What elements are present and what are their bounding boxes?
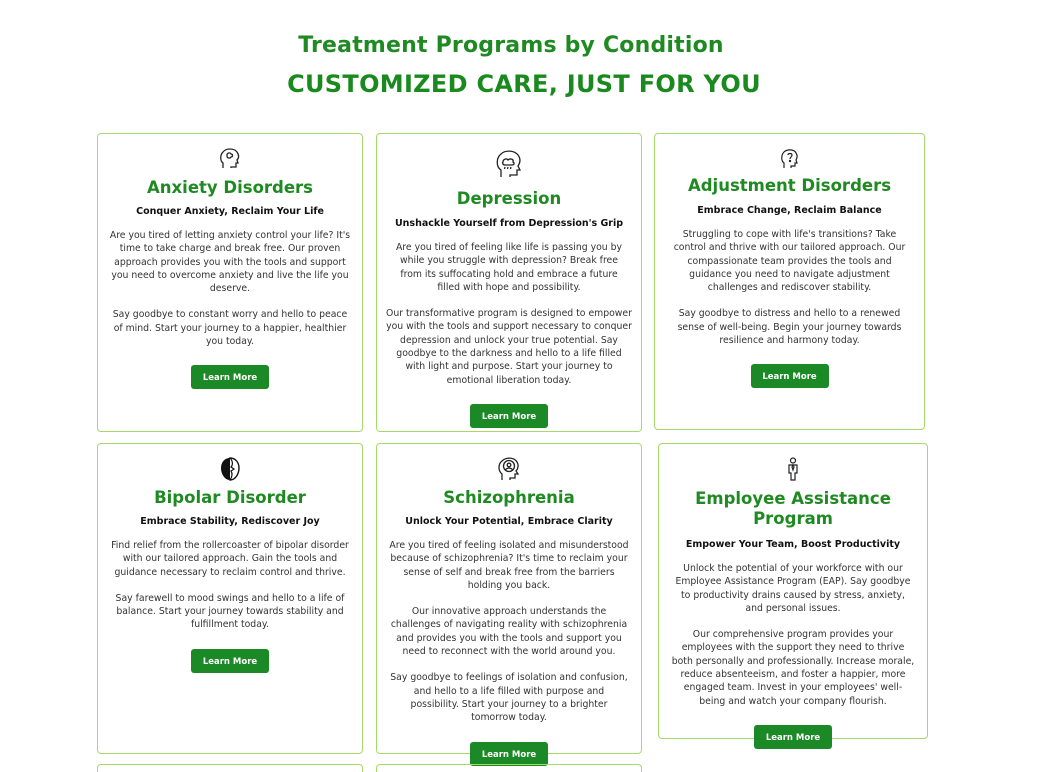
card-paragraph: Say goodbye to distress and hello to a renewed sense of well-being. Begin your journey towards resilience and harmony today. (677, 308, 902, 347)
card-title: Bipolar Disorder (154, 488, 306, 507)
card-paragraph: Find relief from the rollercoaster of bipolar disorder with our tailored approach. Gain the tools and guidance necessary to reclaim control and thrive. (111, 540, 349, 578)
learn-more-button[interactable]: Learn More (191, 649, 269, 673)
section-title: Treatment Programs by Condition (298, 33, 724, 58)
program-card-bipolar (97, 443, 363, 754)
card-title: Adjustment Disorders (687, 176, 892, 195)
learn-more-button[interactable]: Learn More (751, 364, 829, 388)
card-paragraph: Our innovative approach understands the challenges of navigating reality with schizophrenia and provides you with the tools and support you need to reconnect with the world around you. (390, 606, 628, 658)
card-tagline: Embrace Stability, Rediscover Joy (140, 516, 320, 527)
program-card-anxiety (97, 133, 363, 432)
employee-icon (659, 457, 927, 481)
card-paragraph: Our comprehensive program provides your employees with the support they need to thrive both personally and professionally. Increase morale, reduce absenteeism, and foster a happier, more engaged team. Invest in your employees' well-being and watch your company flourish. (671, 629, 915, 707)
head-question-icon (655, 148, 924, 170)
split-face-icon (98, 456, 362, 482)
card-paragraph: Say goodbye to feelings of isolation and confusion, and hello to a life filled with purpose and possibility. Start your journey to a brighter tomorrow today. (390, 672, 628, 724)
card-paragraph: Struggling to cope with life's transitions? Take control and thrive with our tailored approach. Our compassionate team provides the tools and guidance you need to navigate adjustment challenges and rediscover stability. (673, 229, 906, 294)
program-card-schizophrenia (376, 443, 642, 760)
program-card-depression (376, 133, 642, 432)
card-paragraph: Our transformative program is designed to empower you with the tools and support necessary to conquer depression and unlock your true potential. Say goodbye to the darkness and hello to a life filled with light and purpose. Start your journey to emotional liberation today. (386, 308, 632, 386)
card-tagline: Unlock Your Potential, Embrace Clarity (405, 516, 613, 527)
program-card-partial (97, 764, 363, 772)
card-title: Depression (456, 189, 562, 208)
card-tagline: Conquer Anxiety, Reclaim Your Life (136, 206, 324, 217)
card-paragraph: Are you tired of feeling like life is passing you by while you struggle with depression? Break free from its suffocating hold and embrace a future filled with hope and possibility. (395, 242, 623, 293)
learn-more-button[interactable]: Learn More (754, 725, 832, 749)
section-subtitle: CUSTOMIZED CARE, JUST FOR YOU (287, 70, 761, 98)
learn-more-button[interactable]: Learn More (191, 365, 269, 389)
program-card-adjustment (654, 133, 925, 430)
card-paragraph: Unlock the potential of your workforce with our Employee Assistance Program (EAP). Say goodbye to productivity drains caused by stress, anxiety, and personal issues. (675, 563, 911, 614)
card-tagline: Unshackle Yourself from Depression's Grip (394, 218, 624, 229)
card-paragraph: Are you tired of letting anxiety control your life? It's time to take charge and break free. Our proven approach provides you with the tools and support you need to overcome anxiety and live the life you deserve. (109, 230, 351, 295)
learn-more-button[interactable]: Learn More (470, 404, 548, 428)
card-paragraph: Are you tired of feeling isolated and misunderstood because of schizophrenia? It's time to reclaim your sense of self and break free from the barriers holding you back. (389, 540, 629, 591)
card-paragraph: Say goodbye to constant worry and hello to peace of mind. Start your journey to a happier, healthier you today. (112, 309, 348, 348)
card-paragraph: Say farewell to mood swings and hello to a life of balance. Start your journey towards stability and fulfillment today. (115, 592, 345, 631)
card-title: Employee Assistance Program (695, 489, 891, 528)
head-cloud-icon (377, 148, 641, 180)
card-title: Anxiety Disorders (147, 178, 313, 197)
head-brain-icon (98, 146, 362, 172)
head-person-icon (377, 456, 641, 482)
program-card-employee-assistance (658, 443, 928, 743)
learn-more-button[interactable]: Learn More (470, 742, 548, 766)
card-tagline: Embrace Change, Reclaim Balance (697, 205, 882, 216)
card-tagline: Empower Your Team, Boost Productivity (685, 539, 901, 550)
program-card-partial (376, 764, 642, 772)
card-title: Schizophrenia (443, 488, 575, 507)
